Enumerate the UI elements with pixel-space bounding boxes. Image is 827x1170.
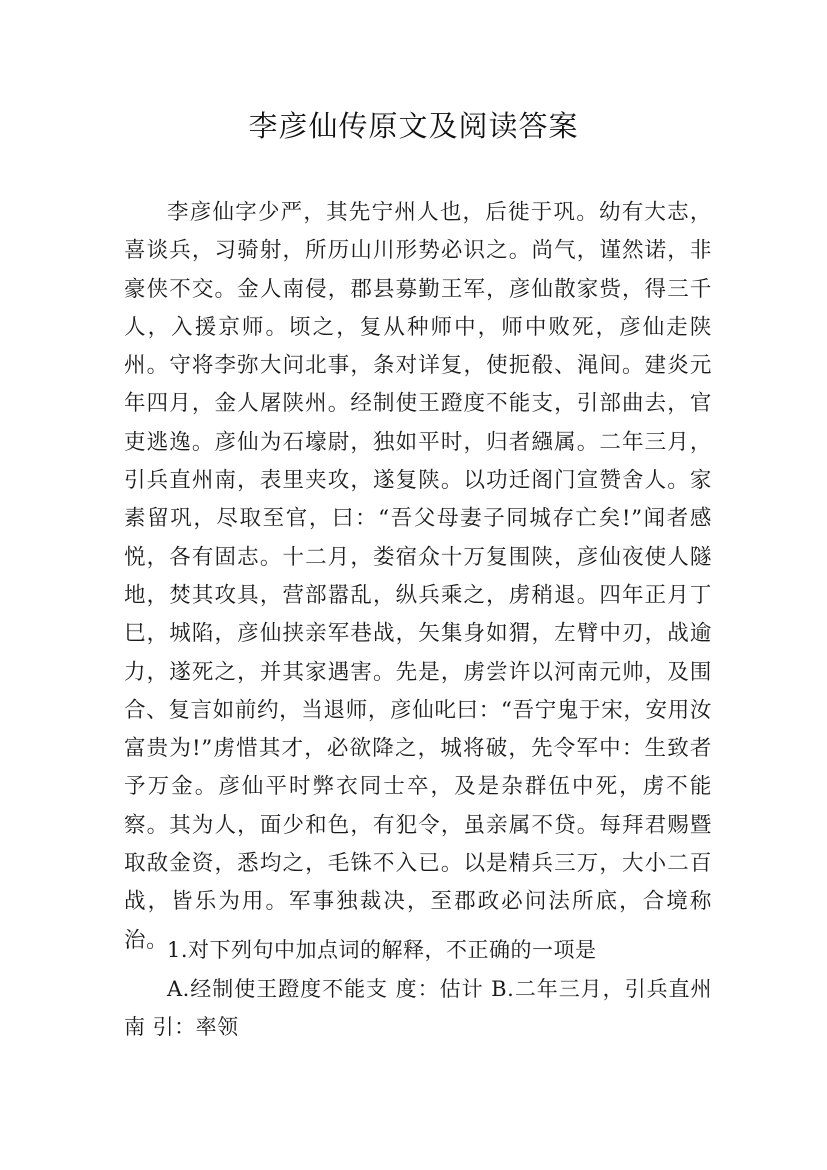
question-1-options: A.经制使王蹬度不能支 度：估计 B.二年三月，引兵直州南 引：率领 (124, 977, 712, 1040)
passage-text: 李彦仙字少严，其先宁州人也，后徙于巩。幼有大志，喜谈兵，习骑射，所历山川形势必识之。尚气，谨然诺，非豪侠不交。金人南侵，郡县募勤王军，彦仙散家赀，得三千人，入援京师。顷之，复从种师中，师中败死，彦仙走陕州。守将李弥大问北事，条对详复，使扼殽、渑间。建炎元年四月，金人屠陕州。经制使王蹬度不能支，引部曲去，官吏逃逸。彦仙为石壕尉，独如平时，归者繦属。二年三月，引兵直州南，表里夹攻，遂复陕。以功迁阁门宣赞舍人。家素留巩，尽取至官，曰：“吾父母妻子同城存亡矣!”闻者感悦，各有固志。十二月，娄宿众十万复围陕，彦仙夜使人隧地，焚其攻具，营部嚣乱，纵兵乘之，虏稍退。四年正月丁巳，城陷，彦仙挟亲军巷战，矢集身如猬，左臂中刃，战逾力，遂死之，并其家遇害。先是，虏尝许以河南元帅，及围合、复言如前约，当退师，彦仙叱曰：“吾宁鬼于宋，安用汝富贵为!”虏惜其才，必欲降之，城将破，先令军中：生致者予万金。彦仙平时弊衣同士卒，及是杂群伍中死，虏不能察。其为人，面少和色，有犯令，虽亲属不贷。每拜君赐暨取敌金资，悉均之，毛铢不入已。以是精兵三万，大小二百战，皆乐为用。军事独裁决，至郡政必问法所底，合境称治。 (124, 200, 712, 953)
question-1: 1.对下列句中加点词的解释，不正确的一项是 (167, 938, 597, 962)
document-title: 李彦仙传原文及阅读答案 (248, 109, 579, 143)
